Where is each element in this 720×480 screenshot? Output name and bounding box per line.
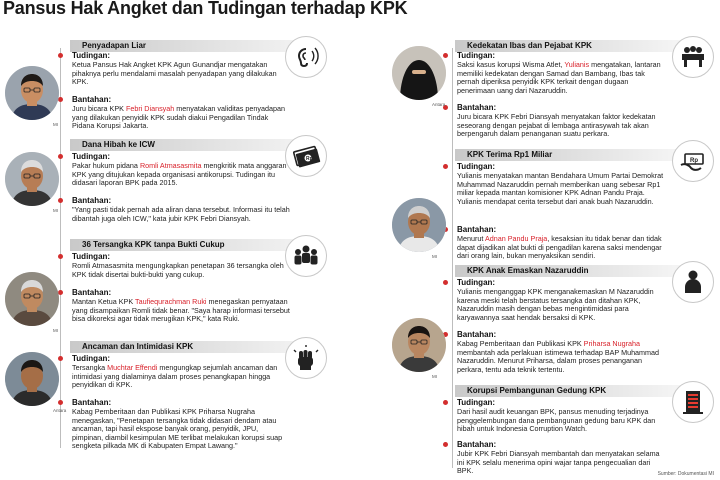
- bantahan-text: Jubir KPK Febri Diansyah membantah dan menyatakan selama ini KPK selalu menerima opini wajar tanpa pengecualian dari BPK.: [457, 449, 660, 476]
- section-header-bar: [70, 341, 320, 353]
- bantahan-label: Bantahan:: [457, 440, 497, 449]
- person-photo: [5, 66, 59, 120]
- photo-credit: MI: [53, 208, 58, 213]
- bantahan-label: Bantahan:: [72, 95, 112, 104]
- money-icon-badge: [285, 135, 327, 177]
- ear-icon-badge: [285, 36, 327, 78]
- tudingan-label: Tudingan:: [72, 51, 111, 60]
- source-note: Sumber: Dokumentasi MI: [657, 471, 714, 477]
- highlighted-name: Priharsa Nugraha: [583, 339, 641, 348]
- tudingan-text: Yulianis menganggap KPK menganakemaskan M Nazaruddin karena meski telah berstatus tersangka dan ditahan KPK, Nazaruddin masih dengan bebas mengintimidasi para karyawannya saat hendak bersaksi di KPK.: [457, 287, 654, 322]
- section-header-bar: [70, 139, 320, 151]
- tudingan-text: Saksi kasus korupsi Wisma Atlet, Yulianis mengatakan, lantaran memiliki kedekatan dengan Samad dan Bambang, Ibas tak pernah diperiksa penyidik KPK terkait dengan dugaan penerimaan uang dari Nazaruddin.: [457, 60, 661, 95]
- tudingan-label: Tudingan:: [457, 278, 496, 287]
- highlighted-name: Yulianis: [564, 60, 590, 69]
- timeline-line-right: [452, 48, 453, 468]
- tudingan-dot: [58, 154, 63, 159]
- photo-credit: Antara: [53, 408, 67, 413]
- bantahan-dot: [58, 97, 63, 102]
- building-icon-badge: [672, 381, 714, 423]
- tudingan-text: Tersangka Muchtar Effendi mengungkap sejumlah ancaman dan intimidasi yang dialaminya dalam proses penangkapan hingga penyidikan di KPK.: [72, 363, 278, 390]
- section-heading: Dana Hibah ke ICW: [82, 140, 155, 149]
- meeting-icon-badge: [672, 36, 714, 78]
- section-header-bar: [455, 265, 685, 277]
- highlighted-name: Taufiequrachman Ruki: [135, 297, 207, 306]
- bantahan-label: Bantahan:: [72, 196, 112, 205]
- svg-text:Rp: Rp: [690, 158, 698, 164]
- tudingan-dot: [58, 356, 63, 361]
- photo-credit: MI: [432, 374, 437, 379]
- tudingan-text: Pakar hukum pidana Romli Atmasasmita mengkritik mata anggaran KPK yang ditujukan kepada organisasi antikorupsi. Tudingan itu didasari laporan BPK pada 2015.: [72, 161, 287, 188]
- section-heading: Korupsi Pembangunan Gedung KPK: [467, 386, 607, 395]
- photo-credit: MI: [432, 254, 437, 259]
- timeline-line-left: [60, 48, 61, 448]
- highlighted-name: Romli Atmasasmita: [139, 161, 202, 170]
- section-heading: KPK Anak Emaskan Nazaruddin: [467, 266, 589, 275]
- section-heading: Kedekatan Ibas dan Pejabat KPK: [467, 41, 592, 50]
- bantahan-text: Menurut Adnan Pandu Praja, kesaksian itu tidak benar dan tidak dapat dijadikan alat bukti di pengadilan karena saksi mendengar dari orang lain, bukan menyaksikan sendiri.: [457, 234, 662, 261]
- tudingan-dot: [443, 53, 448, 58]
- person-icon: [677, 266, 709, 298]
- bantahan-label: Bantahan:: [457, 330, 497, 339]
- fist-icon: [290, 342, 322, 374]
- person-photo: [392, 318, 446, 372]
- handshake-money-icon: [677, 145, 709, 177]
- bantahan-dot: [58, 198, 63, 203]
- bantahan-text: Juru bicara KPK Febri Diansyah menyatakan faktor kedekatan seseorang dengan pejabat di lembaga antirasywah tak akan berpengaruh dalam penanganan suatu perkara.: [457, 112, 656, 139]
- section-header-bar: [455, 385, 685, 397]
- section-heading: 36 Tersangka KPK tanpa Bukti Cukup: [82, 240, 225, 249]
- bantahan-label: Bantahan:: [72, 398, 112, 407]
- ear-icon: [290, 41, 322, 73]
- person-photo: [392, 198, 446, 252]
- bantahan-label: Bantahan:: [457, 225, 497, 234]
- tudingan-label: Tudingan:: [457, 398, 496, 407]
- section-heading: KPK Terima Rp1 Miliar: [467, 150, 553, 159]
- section-header-bar: [70, 239, 320, 251]
- bantahan-text: Juru bicara KPK Febri Diansyah menyatakan validitas penyadapan yang dilakukan penyidik KPK sudah diakui Pengadilan Tindak Pidana Korupsi Jakarta.: [72, 104, 285, 131]
- money-icon: [290, 140, 322, 172]
- tudingan-label: Tudingan:: [72, 354, 111, 363]
- bantahan-text: Kabag Pemberitaan dan Publikasi KPK Priharsa Nugraha membantah ada perlakuan istimewa terhadap BAP Muhammad Nazaruddin. Menurut Priharsa, dalam proses penanganan perkara, tentu ada teknik tertentu.: [457, 339, 660, 374]
- tudingan-text: Yulianis menyatakan mantan Bendahara Umum Partai Demokrat Muhammad Nazaruddin pernah memberikan uang sebesar Rp1 miliar kepada mantan komisioner KPK Adnan Pandu Praja. Yulianis mendapat cerita tersebut dari anak buah Nazaruddin.: [457, 171, 664, 206]
- page-title: Pansus Hak Angket dan Tudingan terhadap KPK: [3, 0, 408, 18]
- handshake-money-icon-badge: [672, 140, 714, 182]
- photo-credit: Antara: [432, 102, 446, 107]
- tudingan-text: Ketua Pansus Hak Angket KPK Agun Gunandjar mengatakan pihaknya perlu mendalami masalah penyadapan yang dilakukan KPK.: [72, 60, 277, 87]
- bantahan-dot: [58, 290, 63, 295]
- meeting-icon: [677, 41, 709, 73]
- person-icon-badge: [672, 261, 714, 303]
- svg-text:Rp: Rp: [306, 156, 313, 162]
- bantahan-dot: [58, 400, 63, 405]
- tudingan-label: Tudingan:: [457, 51, 496, 60]
- highlighted-name: Muchtar Effendi: [107, 363, 158, 372]
- section-heading: Ancaman dan Intimidasi KPK: [82, 342, 194, 351]
- bantahan-text: "Yang pasti tidak pernah ada aliran dana tersebut. Informasi itu telah dibantah juga oleh ICW," kata jubir KPK Febri Diansyah.: [72, 205, 290, 223]
- bantahan-dot: [443, 442, 448, 447]
- bantahan-text: Mantan Ketua KPK Taufiequrachman Ruki menegaskan pernyataan yang disampaikan Romli tidak benar. "Saya harap informasi tersebut bisa dikoreksi agar tidak merugikan KPK," kata Ruki.: [72, 297, 290, 324]
- bantahan-text: Kabag Pemberitaan dan Publikasi KPK Priharsa Nugraha menegaskan, "Penetapan tersangka tidak didasari dendam atau ancaman, tapi hasil ekspose banyak orang, penyidik, JPU, pimpinan, diambil kesimpulan ME terlibat melakukan korupsi suap sengketa pilkada MK di Kabupaten Empat Lawang.": [72, 407, 283, 451]
- tudingan-label: Tudingan:: [72, 252, 111, 261]
- tudingan-text: Dari hasil audit keuangan BPK, pansus menuding terjadinya penggelembungan dana pembangunan gedung baru KPK dan hibah untuk Indonesia Corruption Watch.: [457, 407, 656, 434]
- tudingan-dot: [58, 254, 63, 259]
- photo-credit: MI: [53, 328, 58, 333]
- highlighted-name: Febri Diansyah: [125, 104, 175, 113]
- bantahan-label: Bantahan:: [457, 103, 497, 112]
- highlighted-name: Adnan Pandu Praja: [484, 234, 548, 243]
- section-heading: Penyadapan Liar: [82, 41, 147, 50]
- group-icon: [290, 240, 322, 272]
- section-header-bar: [455, 149, 685, 161]
- tudingan-dot: [443, 400, 448, 405]
- tudingan-dot: [443, 280, 448, 285]
- bantahan-label: Bantahan:: [72, 288, 112, 297]
- tudingan-label: Tudingan:: [457, 162, 496, 171]
- person-photo: [5, 272, 59, 326]
- person-photo: [5, 152, 59, 206]
- tudingan-dot: [443, 164, 448, 169]
- fist-icon-badge: [285, 337, 327, 379]
- building-icon: [677, 386, 709, 418]
- person-photo: [392, 46, 446, 100]
- tudingan-dot: [58, 53, 63, 58]
- tudingan-label: Tudingan:: [72, 152, 111, 161]
- photo-credit: MI: [53, 122, 58, 127]
- person-photo: [5, 352, 59, 406]
- group-icon-badge: [285, 235, 327, 277]
- tudingan-text: Romli Atmasasmita mengungkapkan penetapan 36 tersangka oleh KPK tidak disertai bukti-bukti yang cukup.: [72, 261, 284, 279]
